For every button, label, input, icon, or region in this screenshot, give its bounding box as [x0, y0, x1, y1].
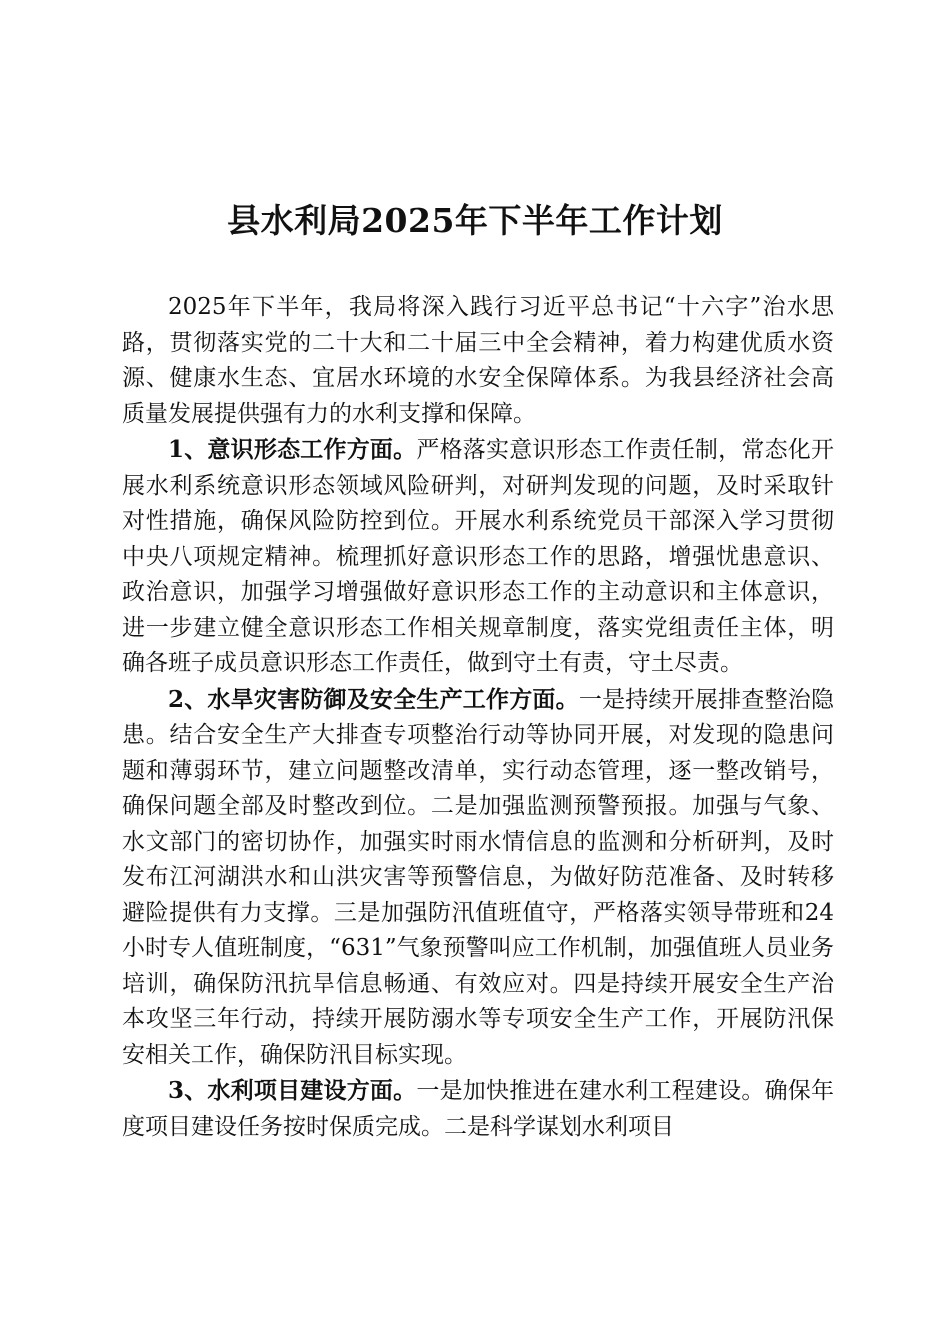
section-text-2: 一是持续开展排查整治隐患。结合安全生产大排查专项整治行动等协同开展，对发现的隐患问题和薄弱环节，建立问题整改清单，实行动态管理，逐一整改销号，确保问题全部及时整改到位。二是加强监测预警预报。加强与气象、水文部门的密切协作，加强实时雨水情信息的监测和分析研判，及时发布江河湖洪水和山洪灾害等预警信息，为做好防范准备、及时转移避险提供有力支撑。三是加强防汛值班值守，严格落实领导带班和24小时专人值班制度，“631”气象预警叫应工作机制，加强值班人员业务培训，确保防汛抗旱信息畅通、有效应对。四是持续开展安全生产治本攻坚三年行动，持续开展防溺水等专项安全生产工作，开展防汛保安相关工作，确保防汛目标实现。 [122, 686, 834, 1068]
intro-paragraph: 2025年下半年，我局将深入践行习近平总书记“十六字”治水思路，贯彻落实党的二十大和二十届三中全会精神，着力构建优质水资源、健康水生态、宜居水环境的水安全保障体系。为我县经济社会高质量发展提供强有力的水利支撑和保障。 [122, 294, 834, 427]
section-heading-1: 1、意识形态工作方面。 [168, 436, 417, 463]
section-paragraph-2 [122, 682, 834, 1074]
section-text-3: 一是加快推进在建水利工程建设。确保年度项目建设任务按时保质完成。二是科学谋划水利项目 [122, 1078, 834, 1140]
section-heading-2: 2、水旱灾害防御及安全生产工作方面。 [168, 685, 579, 713]
section-heading-3: 3、水利项目建设方面。 [168, 1077, 417, 1104]
section-paragraph-1 [122, 432, 834, 682]
document-title: 县水利局2025年下半年工作计划 [227, 201, 723, 240]
document-body [122, 290, 834, 1145]
section-text-1: 严格落实意识形态工作责任制，常态化开展水利系统意识形态领域风险研判，对研判发现的问题，及时采取针对性措施，确保风险防控到位。开展水利系统党员干部深入学习贯彻中央八项规定精神。梳理抓好意识形态工作的思路，增强忧患意识、政治意识，加强学习增强做好意识形态工作的主动意识和主体意识，进一步建立健全意识形态工作相关规章制度，落实党组责任主体，明确各班子成员意识形态工作责任，做到守土有责，守土尽责。 [122, 437, 834, 676]
section-paragraph-3 [122, 1073, 834, 1145]
